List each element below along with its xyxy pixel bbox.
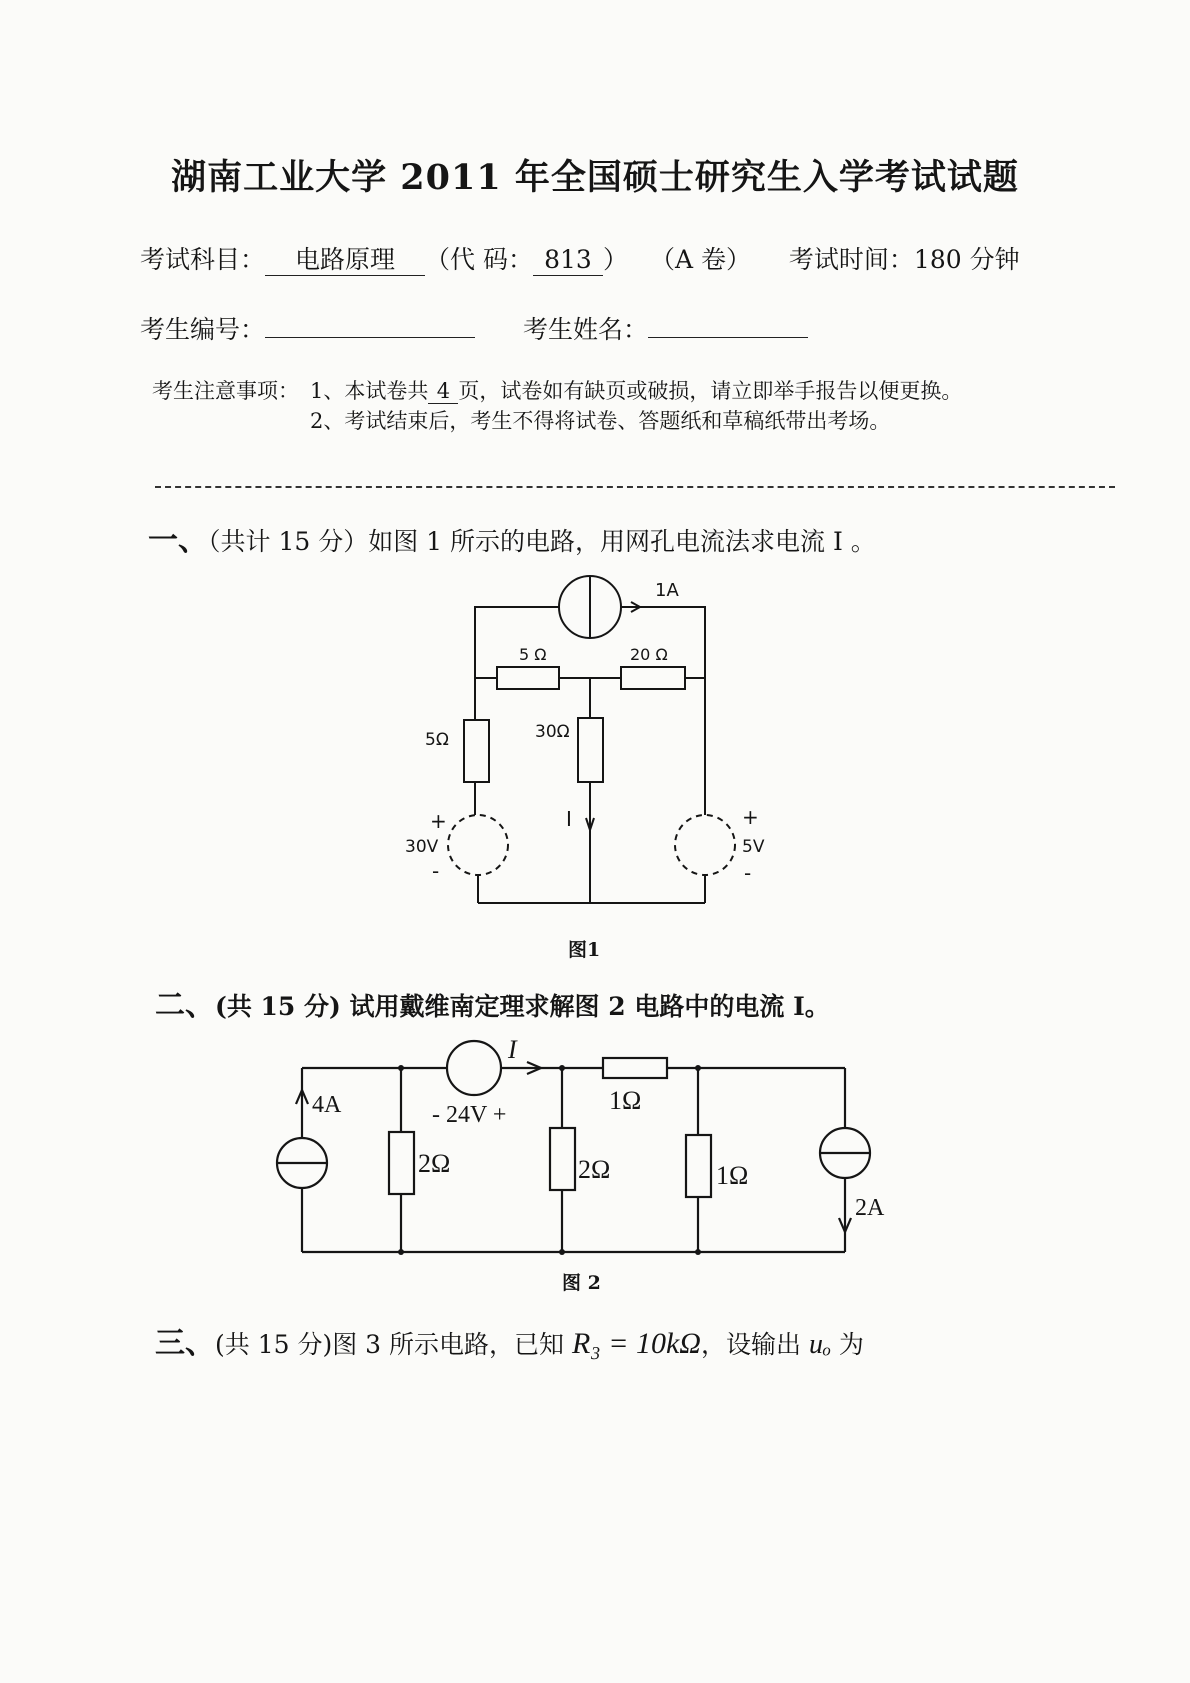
figure-1-caption: 图1 <box>568 939 601 961</box>
fig1-minus-left: - <box>432 859 440 883</box>
examinee-name-label: 考生姓名： <box>522 315 648 344</box>
fig2-label-24v: - 24V + <box>432 1102 507 1128</box>
fig2-label-2a: 2A <box>855 1195 885 1221</box>
fig1-label-30v: 30V <box>405 837 439 857</box>
fig2-label-i: I <box>508 1035 517 1064</box>
fig2-label-4a: 4A <box>312 1092 342 1118</box>
question-1-text: （共计 15 分）如图 1 所示的电路，用网孔电流法求电流 I 。 <box>208 527 876 556</box>
fig2-resistor-2ohm-a <box>389 1132 414 1194</box>
notes-label: 考生注意事项： <box>152 379 299 403</box>
subject-value: 电路原理 <box>265 246 425 276</box>
fig1-label-i: I <box>566 807 572 831</box>
question-3-number: 三、 <box>155 1326 215 1361</box>
code-open: （代 码： <box>425 245 533 274</box>
question-2-number: 二、 <box>155 988 215 1023</box>
fig2-label-1ohm-right: 1Ω <box>716 1161 749 1190</box>
question-3 <box>155 1318 864 1362</box>
question-3-text-a: (共 15 分)图 3 所示电路，已知 <box>215 1330 572 1359</box>
fig1-label-5v: 5V <box>742 837 765 857</box>
figure-2-caption: 图 2 <box>562 1272 601 1294</box>
subject-label: 考试科目： <box>140 245 266 274</box>
fig1-label-20ohm: 20 Ω <box>630 645 668 664</box>
notes-line-2: 2、考试结束后，考生不得将试卷、答题纸和草稿纸带出考场。 <box>310 409 891 433</box>
examinee-no-label: 考生编号： <box>140 315 266 344</box>
question-1-number: 一、 <box>148 523 208 558</box>
time-value: 180 分钟 <box>913 245 1020 274</box>
question-2-text: (共 15 分) 试用戴维南定理求解图 2 电路中的电流 I。 <box>215 992 830 1021</box>
paper-type: （A 卷） <box>649 245 751 274</box>
fig1-plus-right: + <box>742 805 759 829</box>
fig2-resistor-2ohm-b <box>550 1128 575 1190</box>
fig1-plus-left: + <box>430 809 447 833</box>
fig2-label-2ohm-a: 2Ω <box>418 1149 451 1178</box>
fig2-label-1ohm-top: 1Ω <box>609 1086 642 1115</box>
notes-line-1-b: 页，试卷如有缺页或破损，请立即举手报告以便更换。 <box>458 379 963 403</box>
fig2-voltage-source-24v <box>447 1041 501 1095</box>
fig1-label-30ohm: 30Ω <box>535 722 570 742</box>
time-label: 考试时间： <box>788 245 914 274</box>
fig2-resistor-1ohm-right <box>686 1135 711 1197</box>
question-3-var: uₒ <box>808 1329 831 1360</box>
page-count: 4 <box>428 379 458 404</box>
notes-line-1-a: 1、本试卷共 <box>310 379 429 403</box>
question-3-formula: R₃ = 10kΩ <box>571 1327 701 1360</box>
fig1-label-5ohm-top: 5 Ω <box>519 645 547 664</box>
code-close: ） <box>602 245 628 274</box>
fig1-label-1a: 1A <box>655 580 679 601</box>
fig1-label-5ohm-left: 5Ω <box>425 730 449 750</box>
fig2-label-2ohm-b: 2Ω <box>578 1155 611 1184</box>
fig2-resistor-1ohm-top <box>603 1058 667 1078</box>
question-3-text-b: ，设输出 <box>700 1330 809 1359</box>
question-3-text-c: 为 <box>830 1330 864 1359</box>
exam-title: 湖南工业大学 2011 年全国硕士研究生入学考试试题 <box>171 157 1019 198</box>
code-value: 813 <box>533 246 603 276</box>
fig1-minus-right: - <box>744 861 752 885</box>
